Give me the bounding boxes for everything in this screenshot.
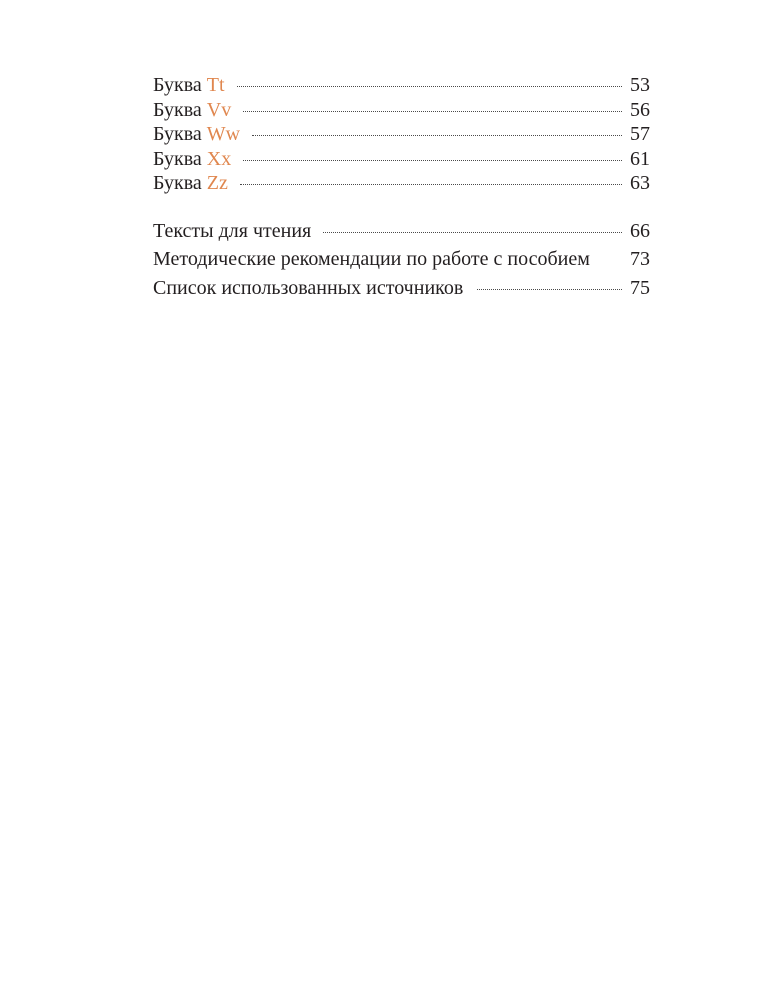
toc-entry-letter-xx[interactable] [153,147,650,172]
toc-entry-page-number: 61 [630,147,650,170]
toc-entry-page-number: 53 [630,74,650,96]
toc-entry-page-number: 56 [630,98,650,121]
toc-entry-page-number: 66 [630,219,650,242]
toc-entry-letter: Ww [206,123,241,145]
toc-entry-letter-ww[interactable] [153,122,650,147]
toc-entry-word: Буква [153,123,202,145]
toc-entry-letter-tt[interactable] [153,73,650,98]
dot-leader [240,184,622,185]
toc-entry-word: Буква [153,147,202,170]
dot-leader [323,232,622,233]
toc-entry-sources-list[interactable] [153,274,650,303]
toc-entry-letter: Xx [206,147,232,170]
toc-entry-page-number: 75 [630,276,650,299]
toc-entry-page-number: 63 [630,172,650,194]
dot-leader [477,289,622,290]
section-spacer [153,196,650,217]
dot-leader [243,160,622,161]
toc-entry-title: Тексты для чтения [153,219,312,242]
dot-leader [243,111,622,112]
toc-entry-word: Буква [153,172,202,194]
toc-entry-title: Список использованных источников [153,276,464,299]
toc-entry-letter-vv[interactable] [153,98,650,123]
toc-entry-methodical-recommendations[interactable] [153,245,650,274]
table-of-contents [153,73,650,302]
toc-entry-page-number: 73 [630,248,650,270]
toc-entry-word: Буква [153,74,202,96]
toc-entry-reading-texts[interactable] [153,217,650,246]
toc-entry-title: Методические рекомендации по работе с пособием [153,248,590,270]
dot-leader [237,86,622,87]
dot-leader [252,135,622,136]
toc-entry-word: Буква [153,98,202,121]
toc-entry-letter: Vv [206,98,232,121]
toc-entry-letter-zz[interactable] [153,171,650,196]
toc-entry-letter: Zz [206,172,228,194]
toc-entry-page-number: 57 [630,123,650,145]
toc-entry-letter: Tt [206,74,225,96]
